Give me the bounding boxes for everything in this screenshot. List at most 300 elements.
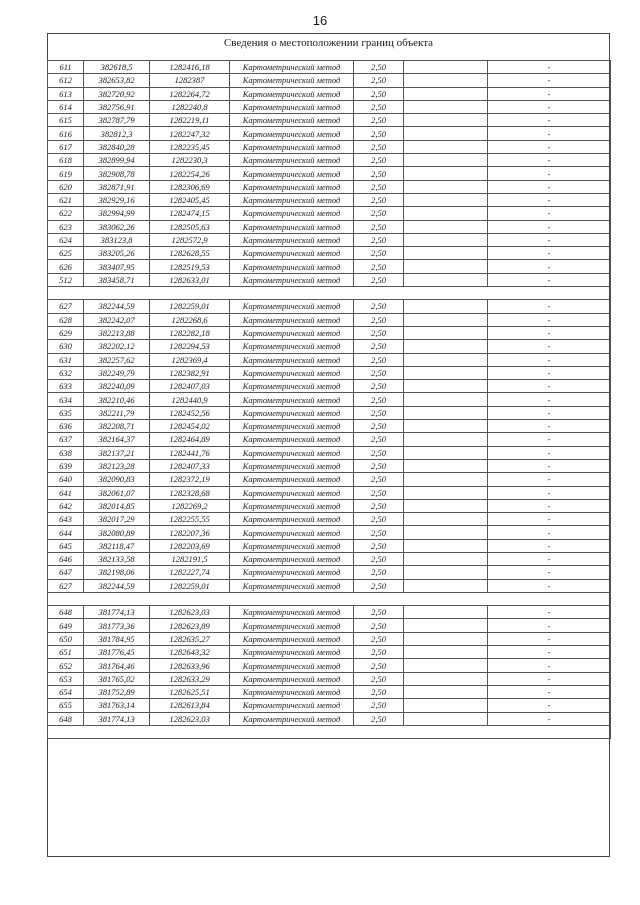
table-row [48, 207, 611, 220]
method-cell: Картометрический метод [230, 74, 354, 87]
y-coordinate-cell: 1282452,56 [150, 406, 230, 419]
table-row [48, 606, 611, 619]
x-coordinate-cell: 382653,82 [84, 74, 150, 87]
x-coordinate-cell: 382118,47 [84, 539, 150, 552]
x-coordinate-cell: 382257,62 [84, 353, 150, 366]
description-cell [404, 619, 488, 632]
method-cell: Картометрический метод [230, 140, 354, 153]
x-coordinate-cell: 382840,28 [84, 140, 150, 153]
description-cell [404, 326, 488, 339]
method-cell: Картометрический метод [230, 260, 354, 273]
point-number-cell: 627 [48, 300, 84, 313]
remark-cell: - [488, 539, 611, 552]
accuracy-cell: 2,50 [354, 486, 404, 499]
point-number-cell: 655 [48, 699, 84, 712]
y-coordinate-cell: 1282623,03 [150, 606, 230, 619]
description-cell [404, 566, 488, 579]
remark-cell: - [488, 167, 611, 180]
method-cell: Картометрический метод [230, 127, 354, 140]
remark-cell: - [488, 180, 611, 193]
accuracy-cell: 2,50 [354, 340, 404, 353]
accuracy-cell: 2,50 [354, 579, 404, 592]
y-coordinate-cell: 1282505,63 [150, 220, 230, 233]
method-cell: Картометрический метод [230, 712, 354, 725]
description-cell [404, 446, 488, 459]
accuracy-cell: 2,50 [354, 167, 404, 180]
remark-cell: - [488, 100, 611, 113]
x-coordinate-cell: 381776,45 [84, 646, 150, 659]
method-cell: Картометрический метод [230, 672, 354, 685]
remark-cell: - [488, 685, 611, 698]
table-row [48, 74, 611, 87]
description-cell [404, 672, 488, 685]
table-row [48, 566, 611, 579]
description-cell [404, 606, 488, 619]
method-cell: Картометрический метод [230, 233, 354, 246]
point-number-cell: 632 [48, 366, 84, 379]
accuracy-cell: 2,50 [354, 353, 404, 366]
accuracy-cell: 2,50 [354, 646, 404, 659]
description-cell [404, 313, 488, 326]
method-cell: Картометрический метод [230, 526, 354, 539]
table-title: Сведения о местоположении границ объекта [223, 37, 434, 49]
point-number-cell: 614 [48, 100, 84, 113]
x-coordinate-cell: 383407,95 [84, 260, 150, 273]
method-cell: Картометрический метод [230, 393, 354, 406]
accuracy-cell: 2,50 [354, 446, 404, 459]
description-cell [404, 260, 488, 273]
y-coordinate-cell: 1282306,69 [150, 180, 230, 193]
point-number-cell: 637 [48, 433, 84, 446]
point-number-cell: 638 [48, 446, 84, 459]
description-cell [404, 459, 488, 472]
x-coordinate-cell: 382137,21 [84, 446, 150, 459]
x-coordinate-cell: 383205,26 [84, 247, 150, 260]
table-row [48, 646, 611, 659]
accuracy-cell: 2,50 [354, 127, 404, 140]
y-coordinate-cell: 1282633,96 [150, 659, 230, 672]
description-cell [404, 207, 488, 220]
y-coordinate-cell: 1282416,18 [150, 61, 230, 74]
remark-cell: - [488, 459, 611, 472]
point-number-cell: 639 [48, 459, 84, 472]
point-number-cell: 626 [48, 260, 84, 273]
method-cell: Картометрический метод [230, 340, 354, 353]
method-cell: Картометрический метод [230, 193, 354, 206]
description-cell [404, 526, 488, 539]
y-coordinate-cell: 1282519,53 [150, 260, 230, 273]
y-coordinate-cell: 1282613,84 [150, 699, 230, 712]
remark-cell: - [488, 619, 611, 632]
group-separator-row [48, 592, 611, 605]
accuracy-cell: 2,50 [354, 180, 404, 193]
x-coordinate-cell: 381774,13 [84, 606, 150, 619]
point-number-cell: 633 [48, 380, 84, 393]
table-row [48, 220, 611, 233]
y-coordinate-cell: 1282203,69 [150, 539, 230, 552]
description-cell [404, 154, 488, 167]
accuracy-cell: 2,50 [354, 247, 404, 260]
point-number-cell: 620 [48, 180, 84, 193]
accuracy-cell: 2,50 [354, 74, 404, 87]
remark-cell: - [488, 61, 611, 74]
method-cell: Картометрический метод [230, 380, 354, 393]
table-row [48, 473, 611, 486]
point-number-cell: 642 [48, 499, 84, 512]
method-cell: Картометрический метод [230, 154, 354, 167]
coordinates-table [47, 60, 611, 739]
description-cell [404, 406, 488, 419]
table-row [48, 260, 611, 273]
point-number-cell: 621 [48, 193, 84, 206]
point-number-cell: 651 [48, 646, 84, 659]
remark-cell: - [488, 672, 611, 685]
accuracy-cell: 2,50 [354, 459, 404, 472]
method-cell: Картометрический метод [230, 632, 354, 645]
accuracy-cell: 2,50 [354, 114, 404, 127]
description-cell [404, 366, 488, 379]
y-coordinate-cell: 1282407,03 [150, 380, 230, 393]
accuracy-cell: 2,50 [354, 685, 404, 698]
accuracy-cell: 2,50 [354, 366, 404, 379]
remark-cell: - [488, 499, 611, 512]
method-cell: Картометрический метод [230, 606, 354, 619]
y-coordinate-cell: 1282328,68 [150, 486, 230, 499]
accuracy-cell: 2,50 [354, 712, 404, 725]
y-coordinate-cell: 1282369,4 [150, 353, 230, 366]
point-number-cell: 641 [48, 486, 84, 499]
table-row [48, 685, 611, 698]
table-row [48, 552, 611, 565]
description-cell [404, 114, 488, 127]
point-number-cell: 648 [48, 712, 84, 725]
remark-cell: - [488, 420, 611, 433]
table-row [48, 366, 611, 379]
remark-cell: - [488, 433, 611, 446]
table-row [48, 380, 611, 393]
method-cell: Картометрический метод [230, 619, 354, 632]
method-cell: Картометрический метод [230, 247, 354, 260]
x-coordinate-cell: 382202,12 [84, 340, 150, 353]
remark-cell: - [488, 74, 611, 87]
description-cell [404, 353, 488, 366]
accuracy-cell: 2,50 [354, 233, 404, 246]
description-cell [404, 127, 488, 140]
point-number-cell: 654 [48, 685, 84, 698]
description-cell [404, 499, 488, 512]
point-number-cell: 649 [48, 619, 84, 632]
point-number-cell: 622 [48, 207, 84, 220]
description-cell [404, 699, 488, 712]
table-row [48, 712, 611, 725]
point-number-cell: 650 [48, 632, 84, 645]
x-coordinate-cell: 381752,89 [84, 685, 150, 698]
separator-cell [48, 287, 611, 300]
method-cell: Картометрический метод [230, 473, 354, 486]
point-number-cell: 646 [48, 552, 84, 565]
point-number-cell: 612 [48, 74, 84, 87]
description-cell [404, 74, 488, 87]
table-row [48, 300, 611, 313]
table-row [48, 340, 611, 353]
point-number-cell: 512 [48, 273, 84, 286]
x-coordinate-cell: 381774,13 [84, 712, 150, 725]
table-row [48, 180, 611, 193]
remark-cell: - [488, 366, 611, 379]
table-row [48, 579, 611, 592]
separator-cell [48, 725, 611, 738]
point-number-cell: 644 [48, 526, 84, 539]
x-coordinate-cell: 382208,71 [84, 420, 150, 433]
method-cell: Картометрический метод [230, 566, 354, 579]
remark-cell: - [488, 579, 611, 592]
accuracy-cell: 2,50 [354, 300, 404, 313]
accuracy-cell: 2,50 [354, 420, 404, 433]
remark-cell: - [488, 233, 611, 246]
point-number-cell: 624 [48, 233, 84, 246]
group-separator-row [48, 725, 611, 738]
point-number-cell: 635 [48, 406, 84, 419]
table-row [48, 393, 611, 406]
y-coordinate-cell: 1282643,32 [150, 646, 230, 659]
remark-cell: - [488, 393, 611, 406]
point-number-cell: 615 [48, 114, 84, 127]
page-number: 16 [312, 13, 328, 28]
method-cell: Картометрический метод [230, 220, 354, 233]
y-coordinate-cell: 1282407,33 [150, 459, 230, 472]
x-coordinate-cell: 382929,16 [84, 193, 150, 206]
remark-cell: - [488, 193, 611, 206]
x-coordinate-cell: 382017,29 [84, 513, 150, 526]
remark-cell: - [488, 340, 611, 353]
remark-cell: - [488, 326, 611, 339]
accuracy-cell: 2,50 [354, 566, 404, 579]
point-number-cell: 645 [48, 539, 84, 552]
remark-cell: - [488, 114, 611, 127]
method-cell: Картометрический метод [230, 659, 354, 672]
x-coordinate-cell: 382242,07 [84, 313, 150, 326]
method-cell: Картометрический метод [230, 326, 354, 339]
y-coordinate-cell: 1282623,03 [150, 712, 230, 725]
description-cell [404, 61, 488, 74]
description-cell [404, 340, 488, 353]
description-cell [404, 659, 488, 672]
description-cell [404, 393, 488, 406]
accuracy-cell: 2,50 [354, 606, 404, 619]
accuracy-cell: 2,50 [354, 193, 404, 206]
remark-cell: - [488, 446, 611, 459]
table-row [48, 167, 611, 180]
x-coordinate-cell: 383458,71 [84, 273, 150, 286]
x-coordinate-cell: 382213,88 [84, 326, 150, 339]
description-cell [404, 247, 488, 260]
table-row [48, 313, 611, 326]
method-cell: Картометрический метод [230, 207, 354, 220]
remark-cell: - [488, 646, 611, 659]
description-cell [404, 539, 488, 552]
table-row [48, 659, 611, 672]
y-coordinate-cell: 1282633,29 [150, 672, 230, 685]
description-cell [404, 233, 488, 246]
remark-cell: - [488, 220, 611, 233]
table-row [48, 154, 611, 167]
accuracy-cell: 2,50 [354, 552, 404, 565]
y-coordinate-cell: 1282268,6 [150, 313, 230, 326]
point-number-cell: 647 [48, 566, 84, 579]
method-cell: Картометрический метод [230, 499, 354, 512]
table-row [48, 699, 611, 712]
x-coordinate-cell: 382211,79 [84, 406, 150, 419]
accuracy-cell: 2,50 [354, 61, 404, 74]
method-cell: Картометрический метод [230, 100, 354, 113]
accuracy-cell: 2,50 [354, 140, 404, 153]
description-cell [404, 193, 488, 206]
point-number-cell: 627 [48, 579, 84, 592]
method-cell: Картометрический метод [230, 539, 354, 552]
group-separator-row [48, 287, 611, 300]
method-cell: Картометрический метод [230, 552, 354, 565]
x-coordinate-cell: 381765,02 [84, 672, 150, 685]
accuracy-cell: 2,50 [354, 100, 404, 113]
method-cell: Картометрический метод [230, 406, 354, 419]
remark-cell: - [488, 273, 611, 286]
description-cell [404, 100, 488, 113]
x-coordinate-cell: 382014,85 [84, 499, 150, 512]
method-cell: Картометрический метод [230, 87, 354, 100]
accuracy-cell: 2,50 [354, 393, 404, 406]
y-coordinate-cell: 1282254,26 [150, 167, 230, 180]
accuracy-cell: 2,50 [354, 499, 404, 512]
remark-cell: - [488, 353, 611, 366]
table-row [48, 326, 611, 339]
y-coordinate-cell: 1282269,2 [150, 499, 230, 512]
x-coordinate-cell: 381773,36 [84, 619, 150, 632]
accuracy-cell: 2,50 [354, 326, 404, 339]
method-cell: Картометрический метод [230, 167, 354, 180]
description-cell [404, 513, 488, 526]
x-coordinate-cell: 382908,78 [84, 167, 150, 180]
point-number-cell: 625 [48, 247, 84, 260]
y-coordinate-cell: 1282294,53 [150, 340, 230, 353]
y-coordinate-cell: 1282230,3 [150, 154, 230, 167]
point-number-cell: 613 [48, 87, 84, 100]
remark-cell: - [488, 140, 611, 153]
remark-cell: - [488, 552, 611, 565]
point-number-cell: 619 [48, 167, 84, 180]
accuracy-cell: 2,50 [354, 154, 404, 167]
description-cell [404, 685, 488, 698]
coordinates-table-body [48, 61, 611, 739]
accuracy-cell: 2,50 [354, 699, 404, 712]
description-cell [404, 473, 488, 486]
table-row [48, 100, 611, 113]
table-row [48, 499, 611, 512]
method-cell: Картометрический метод [230, 459, 354, 472]
table-row [48, 420, 611, 433]
accuracy-cell: 2,50 [354, 619, 404, 632]
remark-cell: - [488, 406, 611, 419]
y-coordinate-cell: 1282207,36 [150, 526, 230, 539]
accuracy-cell: 2,50 [354, 220, 404, 233]
table-row [48, 127, 611, 140]
point-number-cell: 628 [48, 313, 84, 326]
remark-cell: - [488, 154, 611, 167]
accuracy-cell: 2,50 [354, 313, 404, 326]
remark-cell: - [488, 513, 611, 526]
x-coordinate-cell: 382720,92 [84, 87, 150, 100]
description-cell [404, 180, 488, 193]
y-coordinate-cell: 1282625,51 [150, 685, 230, 698]
description-cell [404, 300, 488, 313]
remark-cell: - [488, 380, 611, 393]
x-coordinate-cell: 382871,91 [84, 180, 150, 193]
table-row [48, 433, 611, 446]
description-cell [404, 140, 488, 153]
remark-cell: - [488, 526, 611, 539]
x-coordinate-cell: 382249,79 [84, 366, 150, 379]
point-number-cell: 618 [48, 154, 84, 167]
point-number-cell: 631 [48, 353, 84, 366]
point-number-cell: 616 [48, 127, 84, 140]
table-row [48, 406, 611, 419]
remark-cell: - [488, 632, 611, 645]
accuracy-cell: 2,50 [354, 526, 404, 539]
table-row [48, 459, 611, 472]
x-coordinate-cell: 382244,59 [84, 579, 150, 592]
y-coordinate-cell: 1282259,01 [150, 300, 230, 313]
remark-cell: - [488, 606, 611, 619]
y-coordinate-cell: 1282235,45 [150, 140, 230, 153]
x-coordinate-cell: 381764,46 [84, 659, 150, 672]
accuracy-cell: 2,50 [354, 473, 404, 486]
table-row [48, 446, 611, 459]
remark-cell: - [488, 127, 611, 140]
method-cell: Картометрический метод [230, 433, 354, 446]
y-coordinate-cell: 1282259,01 [150, 579, 230, 592]
remark-cell: - [488, 486, 611, 499]
x-coordinate-cell: 382787,79 [84, 114, 150, 127]
description-cell [404, 632, 488, 645]
accuracy-cell: 2,50 [354, 659, 404, 672]
table-row [48, 114, 611, 127]
y-coordinate-cell: 1282405,45 [150, 193, 230, 206]
x-coordinate-cell: 382133,58 [84, 552, 150, 565]
method-cell: Картометрический метод [230, 180, 354, 193]
point-number-cell: 643 [48, 513, 84, 526]
y-coordinate-cell: 1282191,5 [150, 552, 230, 565]
description-cell [404, 712, 488, 725]
remark-cell: - [488, 566, 611, 579]
method-cell: Картометрический метод [230, 353, 354, 366]
table-row [48, 87, 611, 100]
method-cell: Картометрический метод [230, 699, 354, 712]
remark-cell: - [488, 313, 611, 326]
accuracy-cell: 2,50 [354, 260, 404, 273]
table-row [48, 140, 611, 153]
description-cell [404, 420, 488, 433]
point-number-cell: 623 [48, 220, 84, 233]
y-coordinate-cell: 1282633,01 [150, 273, 230, 286]
y-coordinate-cell: 1282382,91 [150, 366, 230, 379]
table-row [48, 632, 611, 645]
description-cell [404, 433, 488, 446]
table-row [48, 539, 611, 552]
y-coordinate-cell: 1282572,9 [150, 233, 230, 246]
x-coordinate-cell: 382240,09 [84, 380, 150, 393]
separator-cell [48, 592, 611, 605]
method-cell: Картометрический метод [230, 685, 354, 698]
x-coordinate-cell: 382080,89 [84, 526, 150, 539]
